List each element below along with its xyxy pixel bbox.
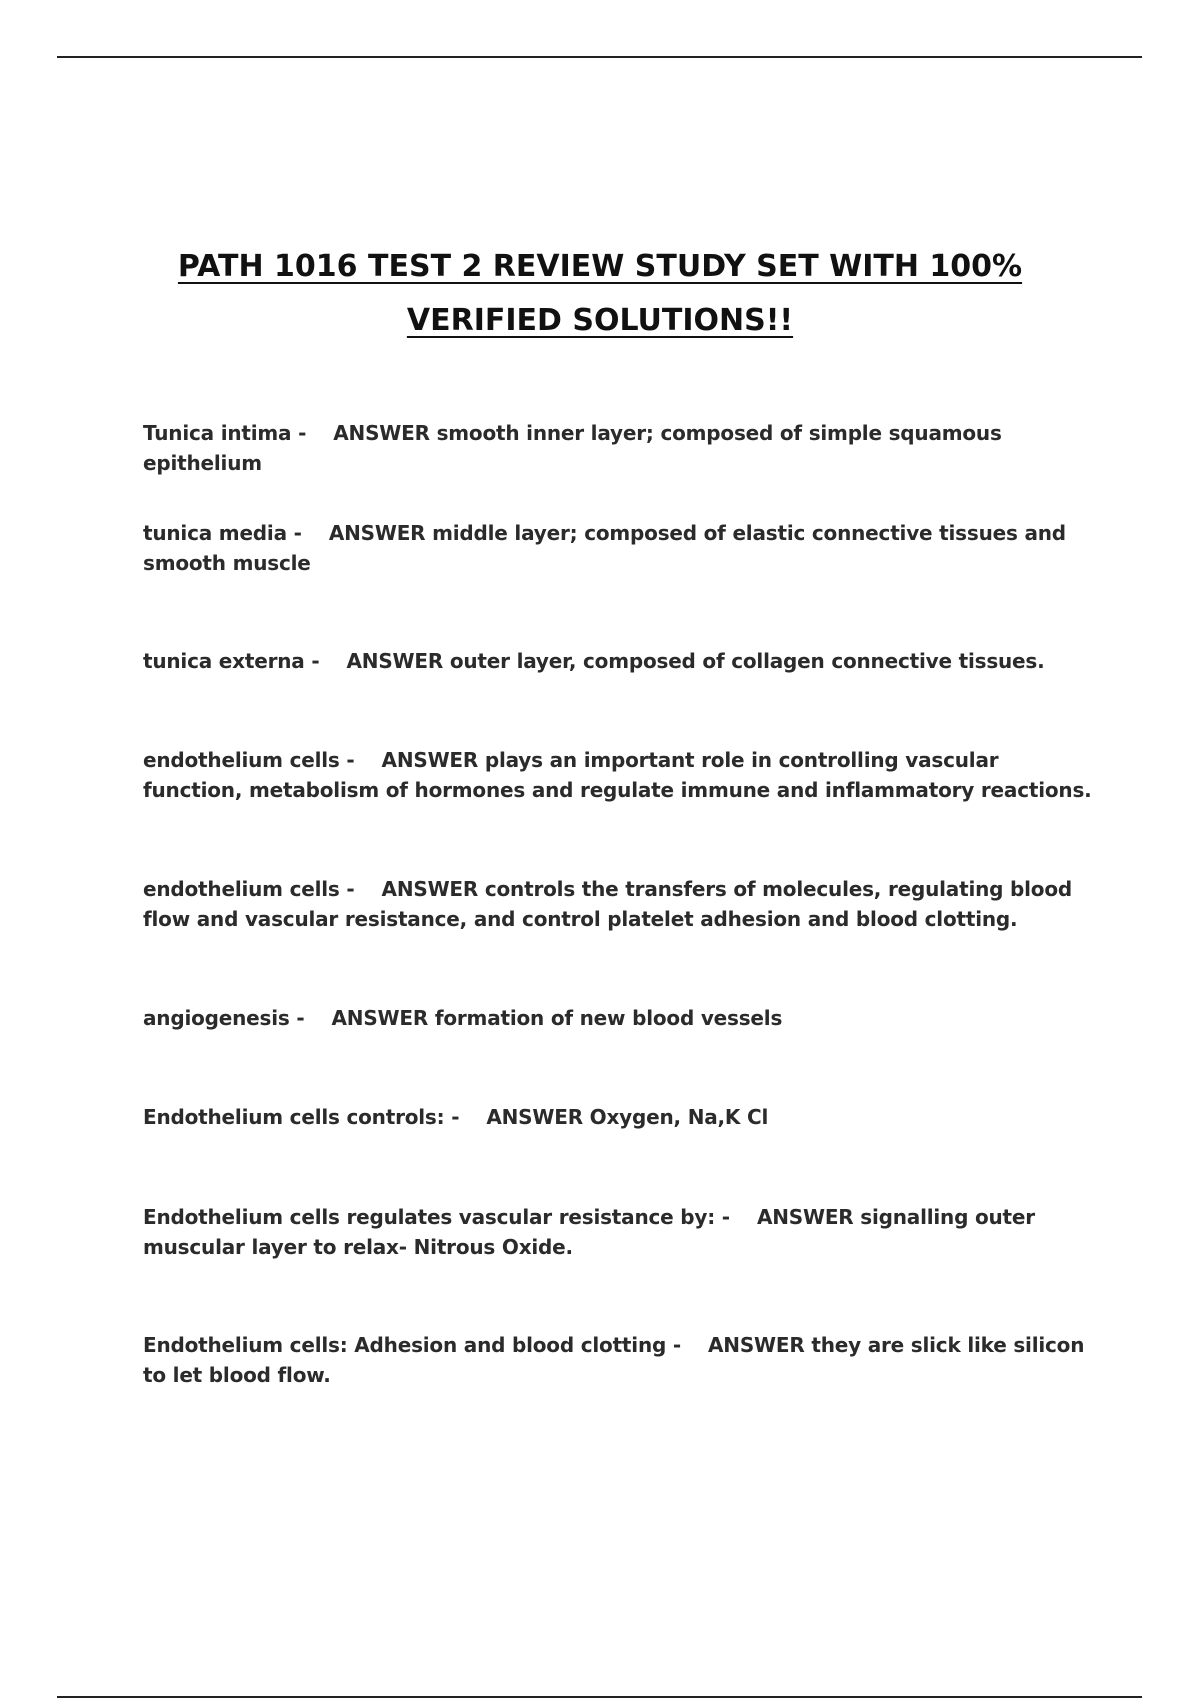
qa-term: tunica externa - [143, 649, 320, 673]
answer-label: ANSWER [328, 521, 426, 545]
qa-term: Endothelium cells controls: - [143, 1105, 460, 1129]
qa-answer: signalling outer muscular layer to relax- Nitrous Oxide. [143, 1205, 1035, 1259]
qa-answer: controls the transfers of molecules, regulating blood flow and vascular resistance, and control platelet adhesion and blood clotting. [143, 877, 1072, 931]
qa-term: endothelium cells - [143, 877, 355, 901]
qa-item [143, 1202, 1103, 1262]
document-title [100, 240, 1100, 348]
answer-label: ANSWER [708, 1333, 805, 1357]
qa-answer: they are slick like silicon to let blood flow. [143, 1333, 1085, 1387]
qa-item [143, 1102, 1103, 1132]
qa-answer: smooth inner layer; composed of simple squamous epithelium [143, 421, 1002, 475]
qa-answer: formation of new blood vessels [434, 1006, 783, 1030]
answer-label: ANSWER [331, 1006, 429, 1030]
title-line-2: VERIFIED SOLUTIONS!! [406, 303, 794, 338]
qa-answer: Oxygen, Na,K Cl [589, 1105, 769, 1129]
answer-label: ANSWER [346, 649, 444, 673]
qa-term: tunica media - [143, 521, 302, 545]
header-rule [57, 56, 1142, 58]
answer-label: ANSWER [486, 1105, 583, 1129]
qa-item [143, 1330, 1103, 1390]
qa-term: angiogenesis - [143, 1006, 305, 1030]
qa-answer: outer layer, composed of collagen connective tissues. [449, 649, 1045, 673]
qa-answer: plays an important role in controlling vascular function, metabolism of hormones and regulate immune and inflammatory reactions. [143, 748, 1092, 802]
qa-item [143, 518, 1103, 578]
answer-label: ANSWER [381, 877, 479, 901]
title-line-1: PATH 1016 TEST 2 REVIEW STUDY SET WITH 100% [177, 249, 1023, 284]
qa-answer: middle layer; composed of elastic connective tissues and smooth muscle [143, 521, 1066, 575]
qa-term: Endothelium cells regulates vascular resistance by: - [143, 1205, 730, 1229]
qa-term: Tunica intima - [143, 421, 307, 445]
answer-label: ANSWER [333, 421, 430, 445]
qa-term: endothelium cells - [143, 748, 355, 772]
qa-item [143, 1003, 1103, 1033]
footer-rule [57, 1696, 1142, 1698]
qa-item [143, 745, 1103, 805]
answer-label: ANSWER [381, 748, 479, 772]
qa-item [143, 646, 1103, 676]
qa-item [143, 418, 1103, 478]
qa-item [143, 874, 1103, 934]
qa-term: Endothelium cells: Adhesion and blood clotting - [143, 1333, 681, 1357]
answer-label: ANSWER [756, 1205, 854, 1229]
